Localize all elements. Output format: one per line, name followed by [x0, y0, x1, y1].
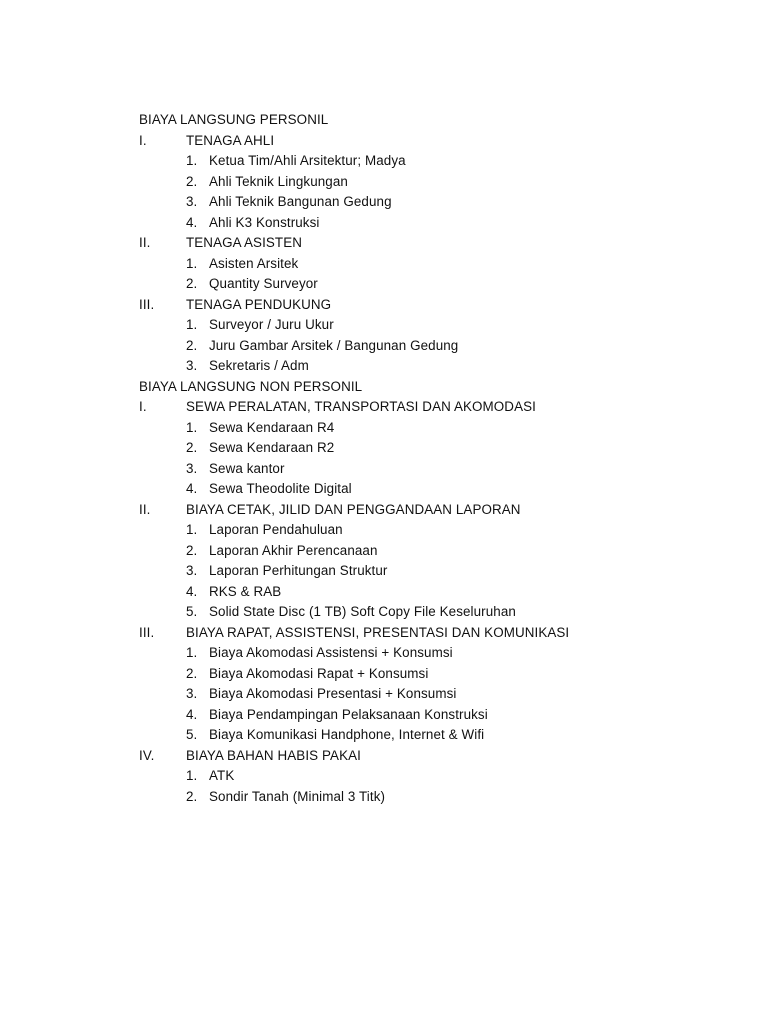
item-text: Sewa Theodolite Digital [209, 481, 352, 496]
item-number: 4. [186, 214, 198, 230]
item-text: Juru Gambar Arsitek / Bangunan Gedung [209, 337, 459, 353]
item-text: Biaya Akomodasi Rapat + Konsumsi [209, 665, 429, 681]
item-number: 1. [186, 645, 198, 660]
item-number: 2. [186, 788, 198, 804]
list-item [139, 254, 569, 275]
list-item [139, 684, 569, 705]
document-body [139, 110, 569, 807]
section-title: BIAYA LANGSUNG PERSONIL [139, 112, 329, 127]
item-text: Laporan Akhir Perencanaan [209, 542, 378, 558]
group-title: TENAGA AHLI [186, 132, 275, 148]
list-item [139, 438, 569, 459]
group-title: TENAGA PENDUKUNG [186, 296, 332, 312]
item-number: 5. [186, 727, 198, 742]
item-number: 4. [186, 706, 198, 722]
list-item [139, 274, 569, 295]
group-heading [139, 397, 569, 418]
list-item [139, 561, 569, 582]
item-text: Sewa Kendaraan R2 [209, 440, 335, 455]
item-text: Ahli Teknik Bangunan Gedung [209, 194, 392, 209]
item-text: Biaya Akomodasi Assistensi + Konsumsi [209, 645, 453, 660]
roman-numeral: III. [139, 624, 155, 640]
item-text: Sewa kantor [209, 460, 285, 476]
section-title: BIAYA LANGSUNG NON PERSONIL [139, 378, 363, 394]
list-item [139, 315, 569, 336]
list-item [139, 766, 569, 787]
list-item [139, 356, 569, 377]
item-number: 1. [186, 153, 198, 168]
list-item [139, 541, 569, 562]
list-item [139, 479, 569, 500]
list-item [139, 787, 569, 808]
item-text: RKS & RAB [209, 583, 282, 599]
item-number: 5. [186, 604, 198, 619]
item-number: 2. [186, 276, 198, 291]
item-text: Ketua Tim/Ahli Arsitektur; Madya [209, 153, 406, 168]
item-text: Sondir Tanah (Minimal 3 Titk) [209, 788, 386, 804]
group-title: BIAYA RAPAT, ASSISTENSI, PRESENTASI DAN KOMUNIKASI [186, 624, 570, 640]
item-number: 2. [186, 665, 198, 681]
item-number: 3. [186, 460, 198, 476]
item-number: 3. [186, 563, 198, 578]
item-text: ATK [209, 768, 235, 783]
list-item [139, 705, 569, 726]
list-item [139, 213, 569, 234]
group-heading [139, 295, 569, 316]
item-number: 2. [186, 440, 198, 455]
list-item [139, 664, 569, 685]
roman-numeral: II. [139, 235, 151, 250]
item-text: Surveyor / Juru Ukur [209, 317, 334, 332]
item-text: Laporan Perhitungan Struktur [209, 563, 388, 578]
group-heading [139, 623, 569, 644]
roman-numeral: I. [139, 132, 147, 148]
roman-numeral: III. [139, 296, 155, 312]
list-item [139, 172, 569, 193]
item-text: Asisten Arsitek [209, 255, 299, 271]
item-number: 3. [186, 194, 198, 209]
item-number: 2. [186, 337, 198, 353]
list-item [139, 459, 569, 480]
item-text: Quantity Surveyor [209, 276, 318, 291]
item-number: 4. [186, 583, 198, 599]
item-text: Ahli K3 Konstruksi [209, 214, 320, 230]
list-item [139, 520, 569, 541]
item-text: Sekretaris / Adm [209, 358, 309, 373]
roman-numeral: IV. [139, 747, 155, 763]
item-text: Laporan Pendahuluan [209, 522, 343, 537]
item-number: 1. [186, 255, 198, 271]
list-item [139, 192, 569, 213]
item-text: Ahli Teknik Lingkungan [209, 173, 348, 189]
item-number: 3. [186, 358, 198, 373]
list-item [139, 582, 569, 603]
group-heading [139, 233, 569, 254]
list-item [139, 151, 569, 172]
item-number: 1. [186, 522, 198, 537]
group-title: BIAYA BAHAN HABIS PAKAI [186, 747, 361, 763]
group-heading [139, 131, 569, 152]
item-number: 1. [186, 317, 198, 332]
list-item [139, 336, 569, 357]
list-item [139, 643, 569, 664]
item-number: 2. [186, 173, 198, 189]
group-title: SEWA PERALATAN, TRANSPORTASI DAN AKOMODASI [186, 399, 536, 414]
item-number: 1. [186, 768, 198, 783]
group-title: TENAGA ASISTEN [186, 235, 302, 250]
roman-numeral: I. [139, 399, 147, 414]
group-heading [139, 500, 569, 521]
group-heading [139, 746, 569, 767]
group-title: BIAYA CETAK, JILID DAN PENGGANDAAN LAPORAN [186, 501, 521, 517]
item-number: 1. [186, 419, 198, 435]
item-number: 3. [186, 686, 198, 701]
item-text: Biaya Akomodasi Presentasi + Konsumsi [209, 686, 457, 701]
item-text: Biaya Pendampingan Pelaksanaan Konstruksi [209, 706, 488, 722]
list-item [139, 725, 569, 746]
list-item [139, 602, 569, 623]
item-text: Biaya Komunikasi Handphone, Internet & Wifi [209, 727, 485, 742]
item-number: 2. [186, 542, 198, 558]
item-text: Sewa Kendaraan R4 [209, 419, 335, 435]
list-item [139, 418, 569, 439]
roman-numeral: II. [139, 501, 151, 517]
item-text: Solid State Disc (1 TB) Soft Copy File Keseluruhan [209, 604, 516, 619]
item-number: 4. [186, 481, 198, 496]
